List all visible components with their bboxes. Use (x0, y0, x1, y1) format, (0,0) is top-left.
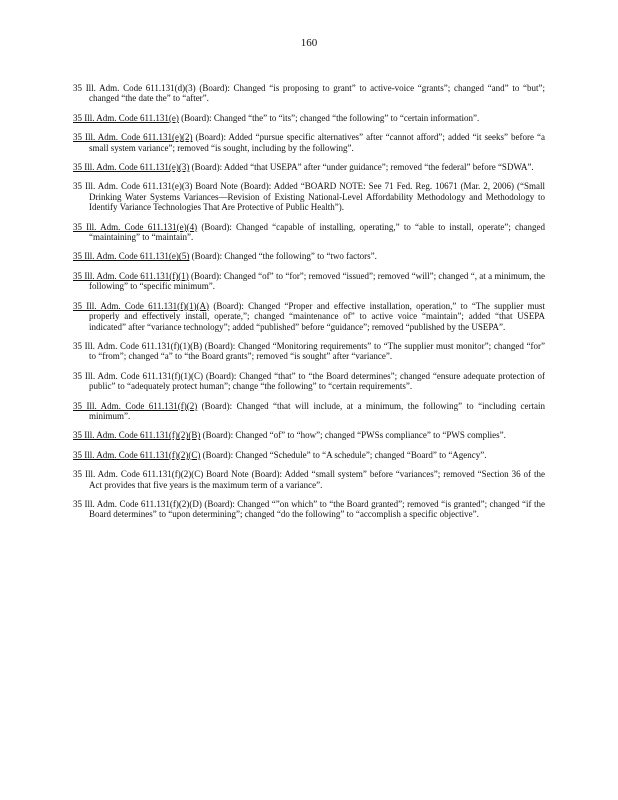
rule-citation: 35 Ill. Adm. Code 611.131(f)(2)(C) (73, 469, 204, 480)
rule-citation: 35 Ill. Adm. Code 611.131(f)(1)(A) (73, 300, 210, 311)
rule-citation: 35 Ill. Adm. Code 611.131(e) (73, 112, 179, 123)
amendment-entry (73, 251, 545, 261)
rule-citation: 35 Ill. Adm. Code 611.131(e)(2) (73, 132, 193, 143)
rule-citation: 35 Ill. Adm. Code 611.131(e)(4) (73, 221, 198, 232)
amendment-entry (73, 469, 545, 490)
amendment-text: (Board): Changed “is proposing to grant” to active-voice “grants”; changed “and” to “but”; changed “the date the” to “after”. (89, 83, 546, 104)
amendment-text: (Board): Added “that USEPA” after “under guidance”; removed “the federal” before “SDWA”. (189, 162, 534, 173)
amendment-entry (73, 499, 545, 520)
page-number: 160 (300, 37, 318, 49)
rule-citation: 35 Ill. Adm. Code 611.131(d)(3) (73, 83, 196, 93)
amendment-list (73, 74, 545, 528)
rule-citation: 35 Ill. Adm. Code 611.131(e)(5) (73, 251, 190, 262)
amendment-entry (73, 371, 545, 392)
amendment-entry (73, 113, 545, 123)
amendment-text: (Board): Changed “of” to “for”; removed “issued”; removed “will”; changed “, at a minimum, the following” to “specific minimum”. (89, 270, 546, 292)
amendment-text: (Board): Changed “Schedule” to “A schedule”; changed “Board” to “Agency”. (200, 449, 487, 460)
amendment-entry (73, 132, 545, 153)
rule-citation: 35 Ill. Adm. Code 611.131(f)(2) (73, 400, 198, 411)
rule-citation: 35 Ill. Adm. Code 611.131(f)(2)(D) (73, 498, 202, 509)
amendment-entry (73, 222, 545, 243)
rule-citation: 35 Ill. Adm. Code 611.131(f)(1)(C) (73, 370, 203, 381)
rule-citation: 35 Ill. Adm. Code 611.131(e)(3) (73, 181, 193, 192)
amendment-text: (Board): Changed “the following” to “two factors”. (189, 251, 377, 262)
amendment-entry (73, 341, 545, 362)
rule-citation: 35 Ill. Adm. Code 611.131(e)(3) (73, 162, 190, 173)
amendment-entry (73, 401, 545, 422)
amendment-text: (Board): Changed “”on which” to “the Board granted”; removed “is granted”; changed “if the Board determines” to “upon determining”; changed “do the following” to “accomplish a specific objective”. (89, 498, 545, 520)
rule-citation: 35 Ill. Adm. Code 611.131(f)(1) (73, 270, 189, 281)
rule-citation: 35 Ill. Adm. Code 611.131(f)(1)(B) (73, 340, 203, 351)
rule-citation: 35 Ill. Adm. Code 611.131(f)(2)(C) (73, 449, 201, 460)
amendment-entry (73, 301, 545, 332)
amendment-entry (73, 430, 545, 440)
amendment-text: (Board): Changed “that will include, at a minimum, the following” to “including certain minimum”. (89, 400, 546, 421)
amendment-entry (73, 271, 545, 292)
amendment-text: (Board): Added “pursue specific alternatives” after “cannot afford”; added “it seeks” before “a small system variance”; removed “is sought, including by the following”. (89, 132, 545, 153)
amendment-text: Board Note (Board): Added “small system” before “variances”; removed “Section 36 of the Act provides that five years is the maximum term of a variance”. (89, 469, 545, 490)
amendment-entry (73, 181, 545, 212)
amendment-text: (Board): Changed “capable of installing, operating,” to “able to install, operate”; changed “maintaining” to “maintain”. (89, 221, 545, 243)
amendment-text: Board Note (Board): Added “BOARD NOTE: See 71 Fed. Reg. 10671 (Mar. 2, 2006) (“Small Drinking Water Systems Variances—Revision of Existing National-Level Affordability Methodology and Methodology to Identify Variance Technologies That Are Protective of Public Health”). (89, 181, 545, 213)
amendment-text: (Board): Changed “Proper and effective installation, operation,” to “The supplier must properly and effectively install, operate,”; changed “maintenance of” to active voice “maintain”; added “that USEPA indicated” after “variance technology”; added “published” before “guidance”; removed “published by the USEPA”. (89, 300, 545, 332)
amendment-entry (73, 162, 545, 172)
amendment-text: (Board): Changed “that” to “the Board determines”; changed “ensure adequate protection of public” to “adequately protect human”; change “the following” to “certain requirements”. (89, 370, 545, 392)
rule-citation: 35 Ill. Adm. Code 611.131(f)(2)(B) (73, 430, 201, 441)
amendment-text: (Board): Changed “Monitoring requirements” to “The supplier must monitor”; changed “for” to “from”; changed “a” to “the Board grants”; removed “is sought” after “variance”. (89, 340, 545, 362)
amendment-text: (Board): Changed “the” to “its”; changed “the following” to “certain information”. (178, 112, 480, 123)
amendment-entry (73, 83, 545, 104)
amendment-entry (73, 450, 545, 460)
amendment-text: (Board): Changed “of” to “how”; changed “PWSs compliance” to “PWS complies”. (200, 430, 506, 441)
